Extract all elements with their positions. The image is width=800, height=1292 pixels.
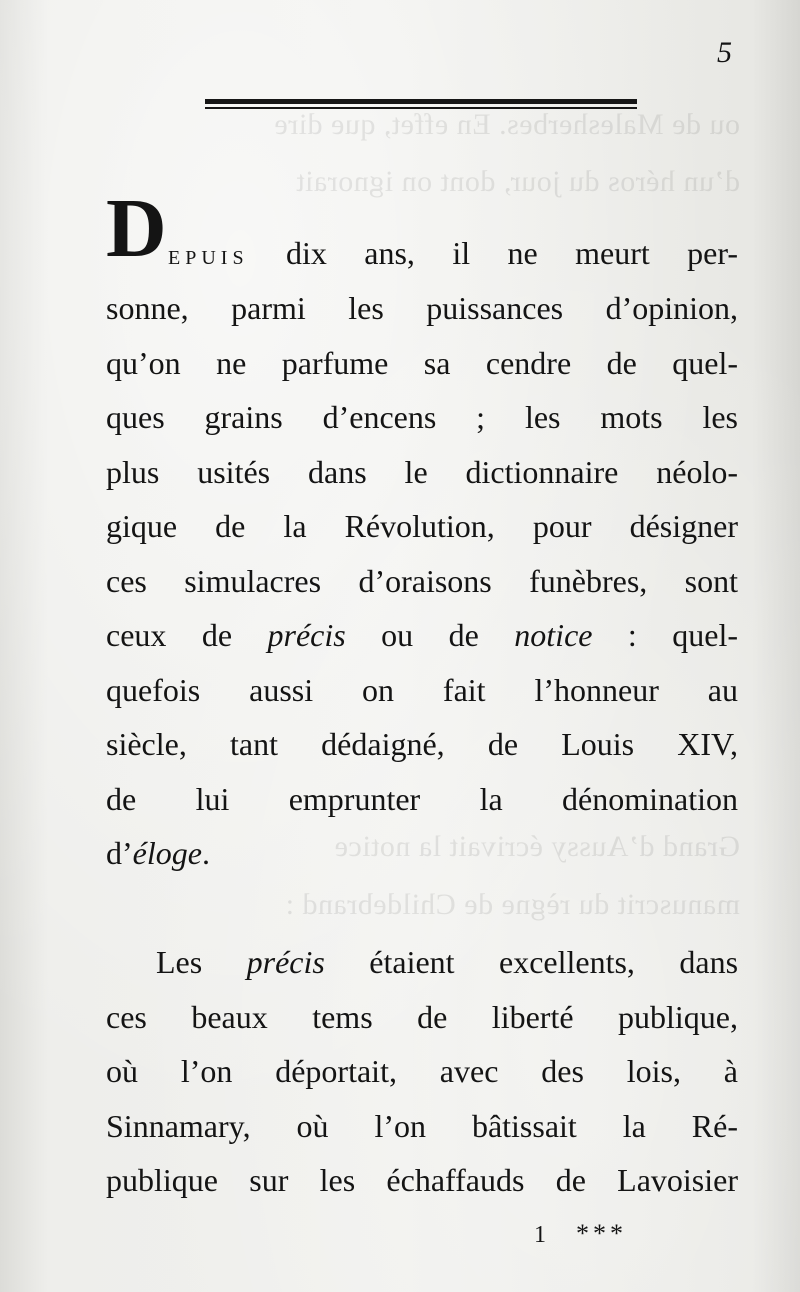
text-line <box>106 615 738 655</box>
small-caps-word: epuis <box>168 240 249 271</box>
text-run: dix ans, il ne meurt per- <box>285 235 739 271</box>
text-run: d’ <box>106 835 133 871</box>
text-run: ceux de <box>106 617 233 653</box>
signature-mark <box>534 1218 627 1250</box>
italic-word: éloge <box>132 835 202 871</box>
text-line <box>168 233 738 273</box>
signature-stars: *** <box>576 1219 627 1248</box>
text-line: ces beaux tems de liberté publique, <box>106 999 738 1035</box>
header-rule <box>205 97 637 115</box>
italic-word: notice <box>514 617 593 653</box>
text-run: ou de <box>381 617 479 653</box>
text-line: Sinnamary, où l’on bâtissait la Ré- <box>106 1108 738 1144</box>
text-line <box>106 833 738 873</box>
italic-word: précis <box>246 944 325 980</box>
text-line: ces simulacres d’oraisons funèbres, sont <box>106 563 738 599</box>
text-line: publique sur les échaffauds de Lavoisier <box>106 1162 738 1198</box>
text-run: . <box>201 835 210 871</box>
bleed-line: Grand d’Aussy écrivait la notice <box>334 830 740 863</box>
text-line: ques grains d’encens ; les mots les <box>106 399 738 435</box>
text-line: qu’on ne parfume sa cendre de quel- <box>106 345 738 381</box>
text-run: étaient excellents, dans <box>369 944 739 980</box>
text-line: gique de la Révolution, pour désigner <box>106 508 738 544</box>
bleed-line: ou de Malesherbes. En effet, que dire <box>273 108 740 141</box>
signature-number: 1 <box>534 1222 546 1248</box>
bleed-line: manuscrit du règne de Childebrand : <box>285 888 740 921</box>
italic-word: précis <box>267 617 346 653</box>
text-line: siècle, tant dédaigné, de Louis XIV, <box>106 726 738 762</box>
text-line: quefois aussi on fait l’honneur au <box>106 672 738 708</box>
bleed-line: d’un héros du jour, dont on ignorait <box>295 165 740 198</box>
text-line: où l’on déportait, avec des lois, à <box>106 1053 738 1089</box>
text-line: de lui emprunter la dénomination <box>106 781 738 817</box>
text-line: sonne, parmi les puissances d’opinion, <box>106 290 738 326</box>
text-line <box>106 942 738 982</box>
text-run: : quel- <box>627 617 739 653</box>
text-line: plus usités dans le dictionnaire néolo- <box>106 454 738 490</box>
page-number: 5 <box>717 36 732 69</box>
text-run: Les <box>156 944 203 980</box>
drop-cap: D <box>106 182 167 275</box>
